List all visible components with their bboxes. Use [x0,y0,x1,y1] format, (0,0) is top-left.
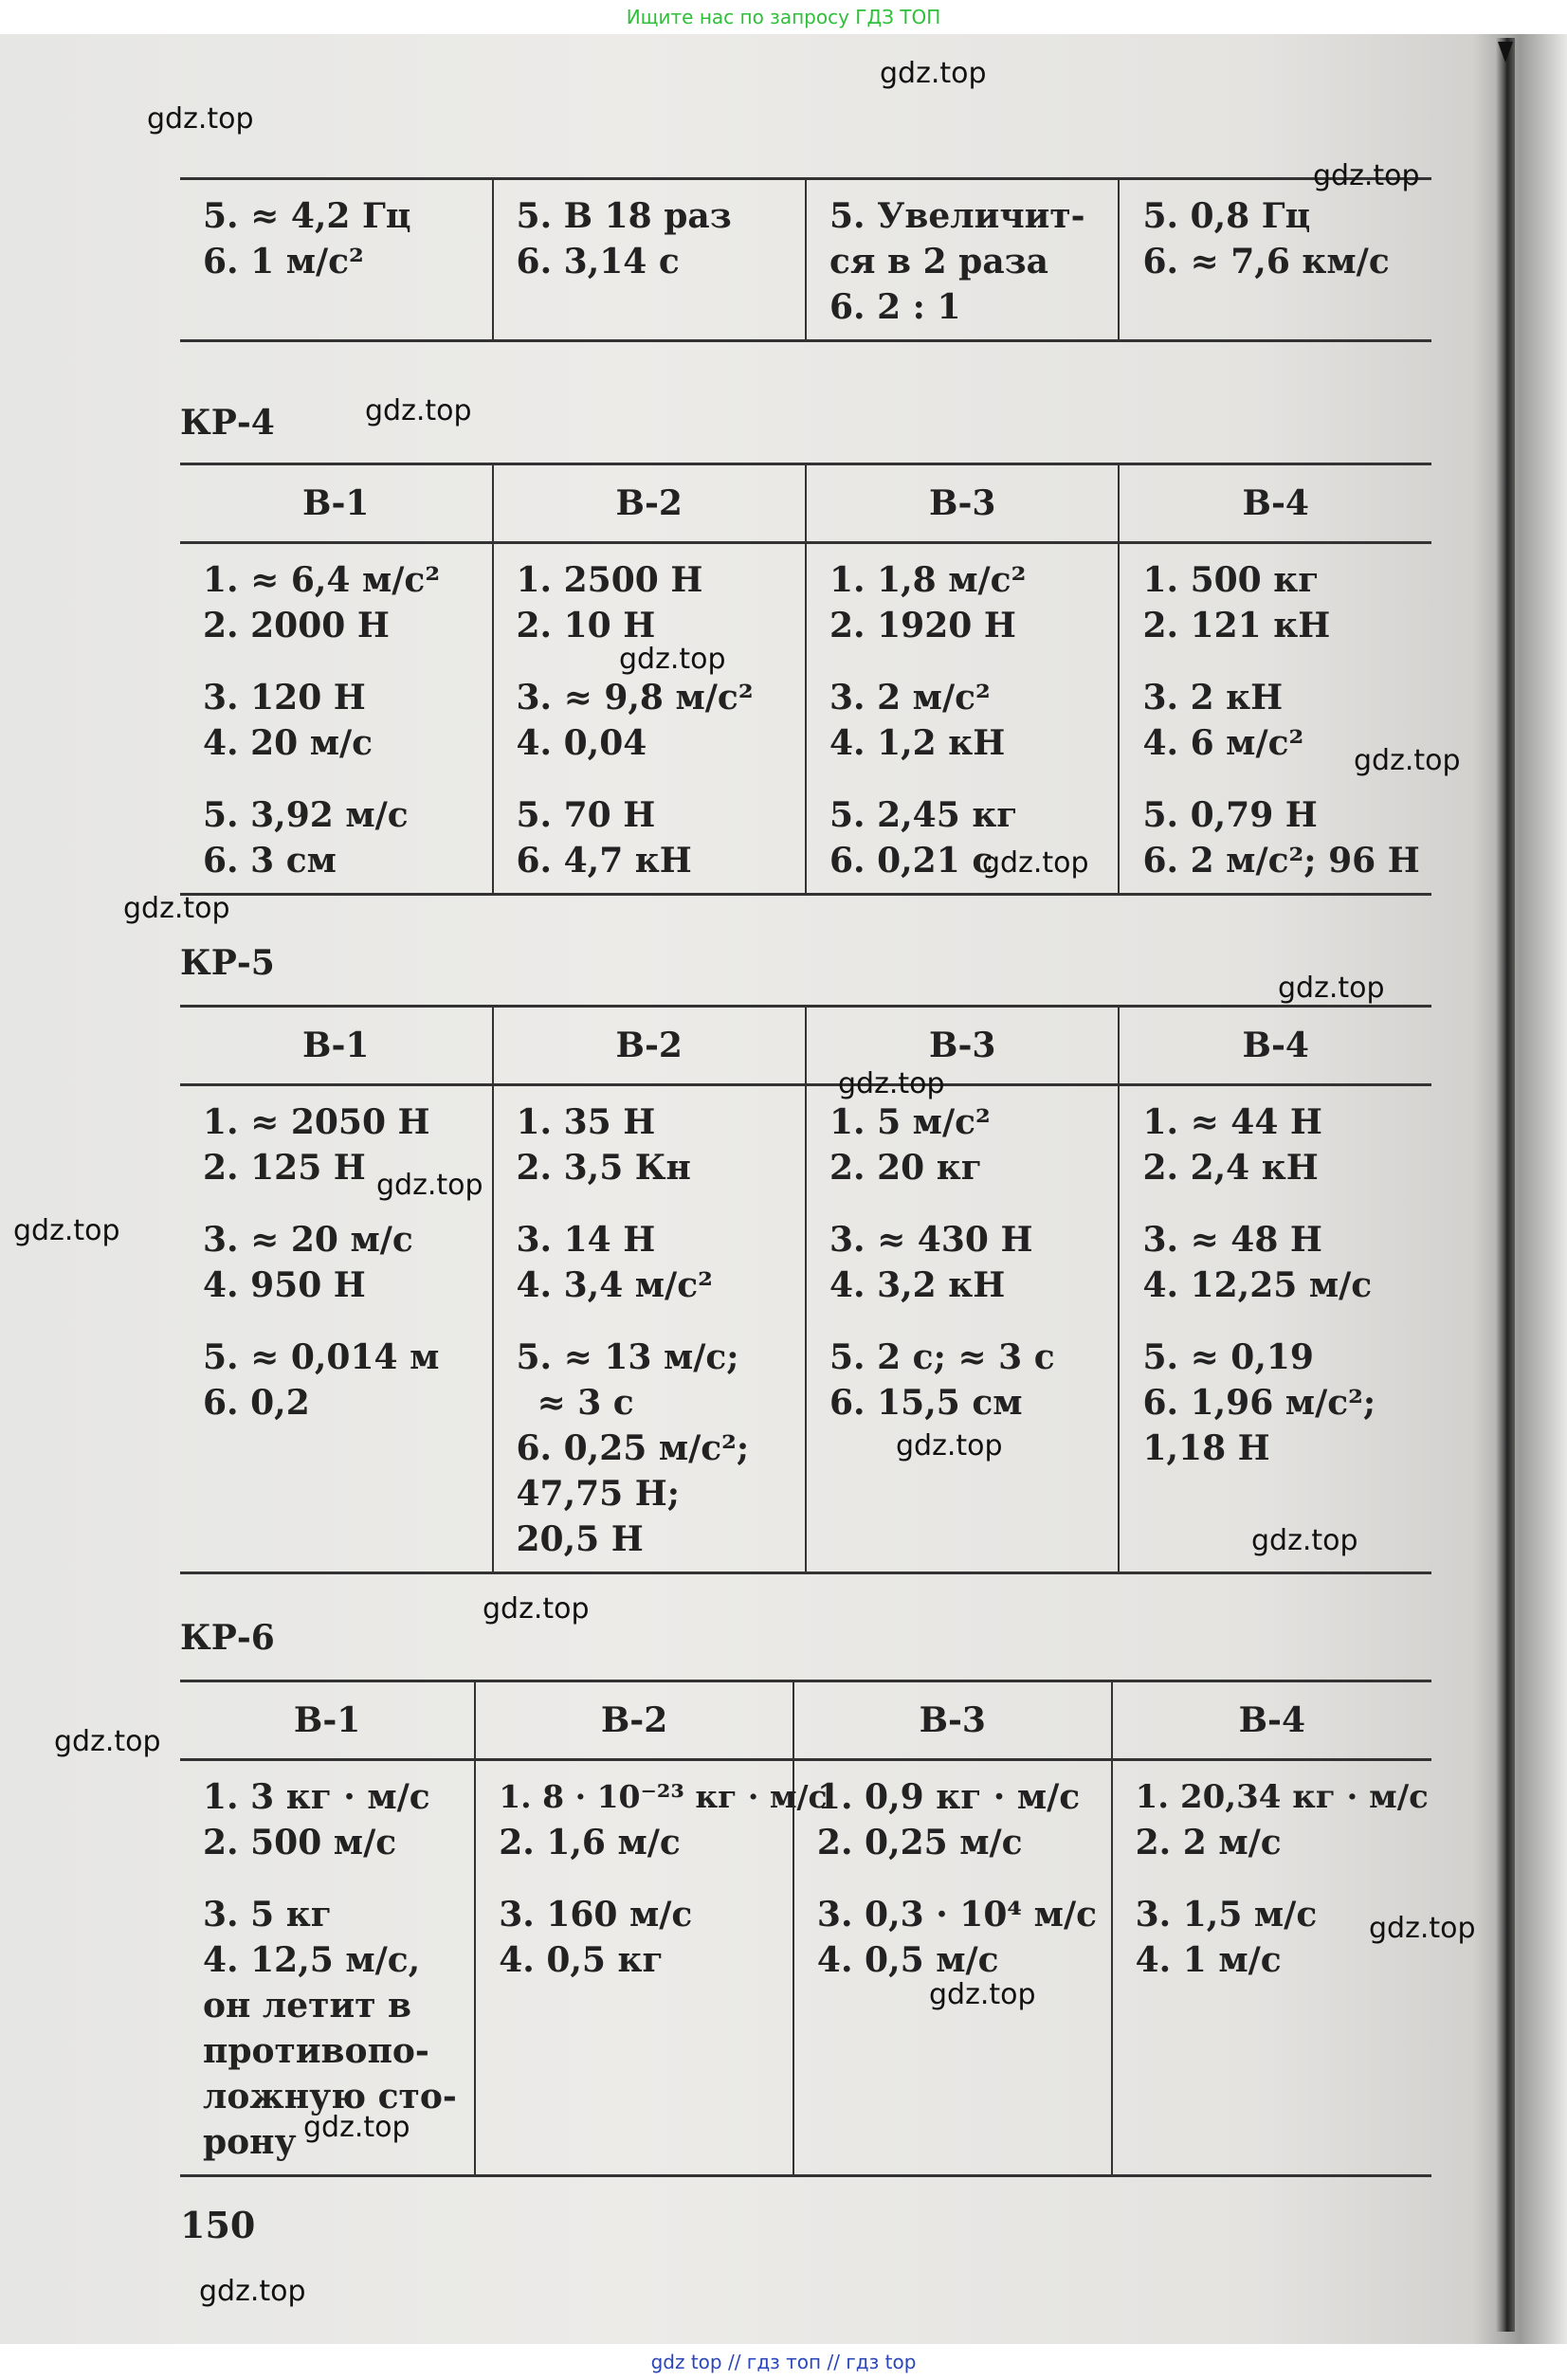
answer-line: 3. ≈ 430 Н [829,1220,1033,1260]
answer-line: 2. 125 Н [203,1148,366,1188]
page-number: 150 [180,2204,256,2246]
answer-line: 2. 3,5 Кн [516,1148,691,1188]
answer-line: 2. 500 м/с [203,1823,397,1862]
answer-line: 1,18 Н [1142,1428,1270,1468]
column-header: В-2 [493,464,806,543]
answer-line: 4. 950 Н [203,1265,366,1305]
answer-cell [180,543,493,894]
watermark-text: gdz.top [1354,744,1461,777]
answer-line: 1. ≈ 2050 Н [203,1102,430,1142]
answer-line: 4. 1 м/с [1135,1940,1282,1980]
answer-line: 3. 160 м/с [499,1895,693,1935]
answer-line: 5. 0,79 Н [1142,795,1318,835]
bottom-banner: gdz top // гдз топ // гдз top [0,2344,1567,2380]
answer-line: 6. 15,5 см [829,1383,1023,1423]
answer-line: 6. 2 м/с²; 96 Н [1142,841,1420,881]
kr5-table [180,1005,1431,1574]
answer-line: 6. 1,96 м/с²; [1142,1383,1376,1423]
answer-line: 1. 3 кг · м/с [203,1777,430,1817]
section-title-kr4: КР-4 [180,403,275,443]
answer-line: ложную сто- [203,2077,457,2117]
watermark-text: gdz.top [54,1725,161,1758]
answer-line: 1. 35 Н [516,1102,656,1142]
table-end-rule [180,893,1431,895]
column-header: В-1 [302,483,370,523]
watermark-text: gdz.top [13,1214,120,1247]
watermark-text: gdz.top [838,1067,945,1100]
answer-line: 2. 0,25 м/с [816,1823,1023,1862]
watermark-text: gdz.top [483,1592,590,1626]
answer-line: 6. 0,25 м/с²; [516,1428,750,1468]
watermark-text: gdz.top [147,102,254,136]
kr3-cell-v3 [806,179,1119,341]
answer-line: 4. 6 м/с² [1142,723,1304,763]
watermark-text: gdz.top [896,1429,1003,1463]
column-header: В-1 [302,1026,370,1065]
answer-cell [793,1760,1112,2176]
answer-line: 1. 8 · 10⁻²³ кг · м/с [499,1778,828,1815]
column-header: В-1 [293,1700,361,1740]
answer-line: 3. ≈ 9,8 м/с² [516,678,754,718]
answer-line: 4. 3,4 м/с² [516,1265,713,1305]
watermark-text: gdz.top [1313,159,1420,192]
answer-line: 2. 121 кН [1142,606,1331,645]
answer-line: рону [203,2122,297,2162]
watermark-text: gdz.top [199,2275,306,2308]
answer-line: 5. В 18 раз [516,196,732,236]
header-row [180,1681,1431,1760]
top-banner: Ищите нас по запросу ГДЗ ТОП [0,0,1567,34]
watermark-text: gdz.top [365,394,472,427]
column-header: В-3 [806,1007,1119,1085]
answer-line: 5. Увеличит- [829,196,1085,236]
watermark-text: gdz.top [1278,972,1385,1005]
answer-line: 4. 0,04 [516,723,647,763]
answer-line: 4. 0,5 кг [499,1940,664,1980]
column-header: В-4 [1119,1007,1431,1085]
answer-line: 1. ≈ 6,4 м/с² [203,560,441,600]
answer-line: 4. 20 м/с [203,723,374,763]
table-row [180,1085,1431,1573]
answer-line: 3. 2 кН [1142,678,1284,718]
answer-line: 2. 1920 Н [829,606,1016,645]
kr3-cell-v1 [180,179,493,341]
answer-cell [493,1085,806,1573]
kr4-table [180,463,1431,896]
answer-line: 6. 3,14 с [516,242,680,282]
answer-line: 5. ≈ 0,014 м [203,1337,440,1377]
answer-line: противопо- [203,2031,429,2071]
answer-line: 3. ≈ 20 м/с [203,1220,413,1260]
answer-cell [475,1760,828,2176]
column-header: В-4 [1112,1681,1431,1760]
answer-line: 2. 2 м/с [1135,1823,1282,1862]
kr6-table [180,1680,1431,2177]
answer-line: 47,75 Н; [516,1474,681,1514]
kr3-tail-table [180,177,1431,342]
column-header: В-3 [806,464,1119,543]
answer-line: 3. 120 Н [203,678,366,718]
header-row [180,464,1431,543]
answer-cell [806,543,1119,894]
answer-line: 1. 5 м/с² [829,1102,991,1142]
column-header: В-2 [493,1007,806,1085]
answer-line: 3. 0,3 · 10⁴ м/с [816,1895,1098,1935]
answer-line: 4. 12,25 м/с [1142,1265,1373,1305]
spine-tip-mark [1498,42,1513,63]
answer-line: 5. 70 Н [516,795,656,835]
answer-line: ≈ 3 с [537,1383,634,1423]
answer-line: 4. 1,2 кН [829,723,1006,763]
watermark-text: gdz.top [376,1169,483,1202]
answer-line: 1. 2500 Н [516,560,703,600]
watermark-text: gdz.top [982,846,1089,880]
answer-line: 6. 3 см [203,841,337,881]
answer-cell [1119,1085,1431,1573]
answer-line: 6. 2 : 1 [829,287,961,327]
answer-cell [1112,1760,1431,2176]
answer-line: 3. 2 м/с² [829,678,991,718]
answer-line: 1. ≈ 44 Н [1142,1102,1322,1142]
answer-line: 1. 0,9 кг · м/с [816,1777,1081,1817]
header-row [180,1007,1431,1085]
answer-line: 20,5 Н [516,1519,644,1559]
answer-line: 2. 1,6 м/с [499,1823,681,1862]
section-title-kr6: КР-6 [180,1618,275,1658]
answer-line: ся в 2 раза [829,242,1048,282]
answer-line: 5. 2,45 кг [829,795,1018,835]
answer-line: 2. 2000 Н [203,606,390,645]
table-row [180,179,1431,341]
section-title-kr5: КР-5 [180,943,275,983]
answer-cell [180,1085,493,1573]
answer-line: 3. 14 Н [516,1220,656,1260]
watermark-text: gdz.top [1369,1912,1476,1945]
answer-line: 1. 20,34 кг · м/с [1135,1778,1429,1816]
answer-line: 5. ≈ 4,2 Гц [203,196,411,236]
watermark-text: gdz.top [123,892,230,925]
answer-line: 5. 2 с; ≈ 3 с [829,1337,1055,1377]
watermark-text: gdz.top [880,57,987,90]
column-header: В-4 [1119,464,1431,543]
kr3-cell-v4 [1119,179,1431,341]
answer-line: 6. ≈ 7,6 км/с [1142,242,1390,282]
answer-line: 2. 2,4 кН [1142,1148,1319,1188]
answer-line: 6. 4,7 кН [516,841,692,881]
answer-line: 5. ≈ 13 м/с; [516,1337,739,1377]
kr3-cell-v2 [493,179,806,341]
answer-cell [1119,543,1431,894]
answer-line: 6. 0,2 [203,1383,310,1423]
answer-line: 3. 1,5 м/с [1135,1895,1318,1935]
answer-line: 4. 3,2 кН [829,1265,1006,1305]
answer-line: 4. 0,5 м/с [816,1940,999,1980]
answer-line: 5. 3,92 м/с [203,795,409,835]
watermark-text: gdz.top [303,2111,410,2144]
answer-line: он летит в [203,1986,412,2026]
table-row [180,543,1431,894]
watermark-text: gdz.top [619,643,726,676]
answer-line: 5. 0,8 Гц [1142,196,1311,236]
answer-line: 3. 5 кг [203,1895,332,1935]
answer-line: 2. 20 кг [829,1148,982,1188]
answer-line: 4. 12,5 м/с, [203,1940,421,1980]
answer-line: 6. 1 м/с² [203,242,364,282]
column-header: В-2 [475,1681,793,1760]
answer-cell [806,1085,1119,1573]
book-spine-shadow [1496,38,1515,2332]
watermark-text: gdz.top [1251,1524,1358,1557]
answer-line: 6. 0,21 с [829,841,993,881]
column-header: В-3 [793,1681,1112,1760]
answer-line: 1. 500 кг [1142,560,1320,600]
answer-line: 5. ≈ 0,19 [1142,1337,1314,1377]
answer-line: 1. 1,8 м/с² [829,560,1027,600]
answer-line: 3. ≈ 48 Н [1142,1220,1322,1260]
answer-cell [493,543,806,894]
answer-line: 2. 10 Н [516,606,656,645]
watermark-text: gdz.top [929,1978,1036,2011]
